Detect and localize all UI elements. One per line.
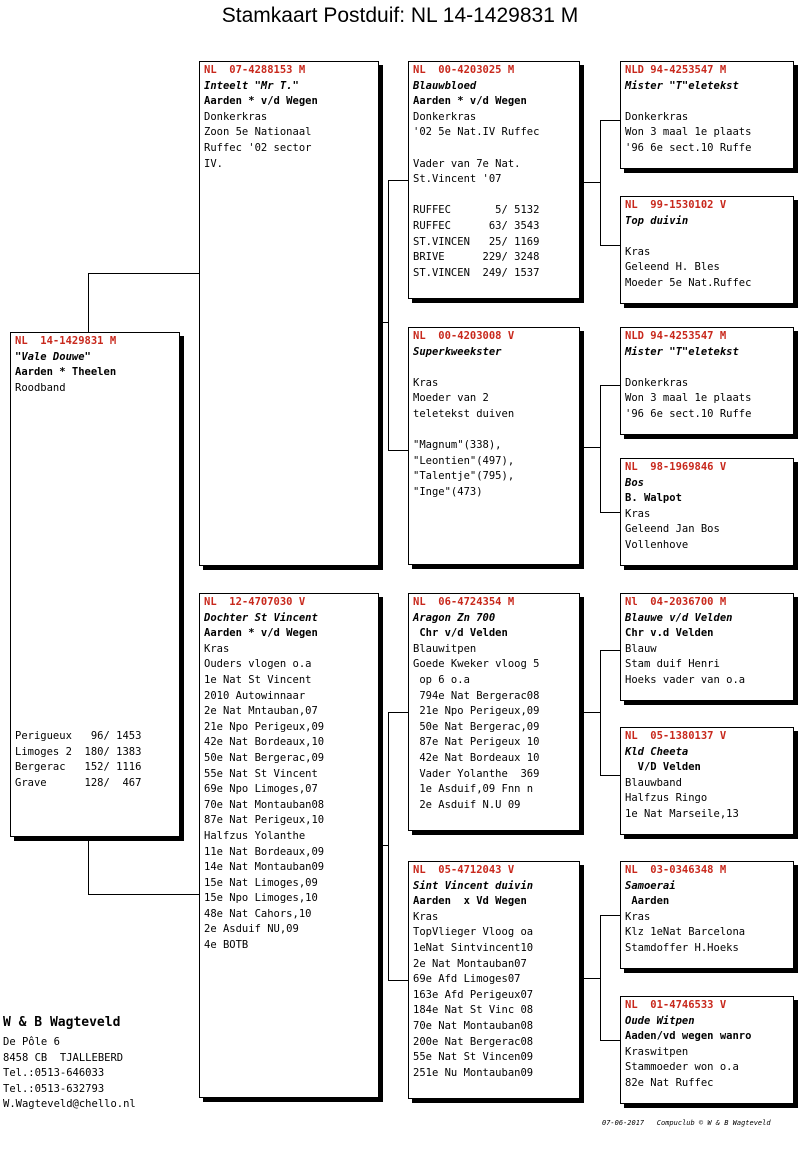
connector	[378, 845, 388, 846]
connector	[600, 512, 620, 513]
connector	[388, 180, 408, 181]
pedigree-line: Chr v/d Velden	[413, 627, 508, 640]
pigeon-name: "Vale Douwe"	[15, 350, 91, 363]
pedigree-line: 200e Nat Bergerac08	[413, 1035, 534, 1048]
pedigree-line: "Inge"(473)	[413, 485, 483, 498]
pedigree-line: 1e Asduif,09 Fnn n	[413, 783, 534, 796]
pedigree-line	[413, 188, 575, 204]
pedigree-line: Klz 1eNat Barcelona	[625, 926, 746, 939]
pedigree-line: 2e Nat Montauban07	[413, 957, 527, 970]
owner-phone: Tel.:0513-646033	[3, 1067, 105, 1080]
pedigree-line	[625, 94, 789, 110]
pedigree-line: Stam duif Henri	[625, 658, 720, 671]
ring-number: Nl 04-2036700 M	[625, 596, 727, 608]
pedigree-line: 55e Nat St Vincen09	[413, 1051, 534, 1064]
pedigree-line: Aarden x Vd Wegen	[413, 895, 527, 908]
pedigree-line: St.Vincent '07	[413, 173, 502, 186]
pedigree-line: 2e Asduif NU,09	[204, 923, 299, 936]
pigeon-card-mm[interactable]	[408, 861, 580, 1099]
pigeon-card-fm[interactable]	[408, 327, 580, 565]
connector	[388, 180, 389, 450]
pedigree-line: Vader van 7e Nat.	[413, 157, 521, 170]
pedigree-line: Aarden * v/d Wegen	[204, 627, 318, 640]
pedigree-line	[413, 423, 575, 439]
pedigree-line: RUFFEC 63/ 3543	[413, 219, 540, 232]
pedigree-line: Kras	[625, 507, 651, 520]
pigeon-name: Inteelt "Mr T."	[204, 79, 299, 92]
pedigree-line: TopVlieger Vloog oa	[413, 926, 534, 939]
pedigree-line: Halfzus Ringo	[625, 792, 708, 805]
pedigree-line: 1eNat Sintvincent10	[413, 941, 534, 954]
pedigree-line: teletekst duiven	[413, 407, 515, 420]
pedigree-line: Kras	[204, 642, 230, 655]
owner-address: De Pôle 6	[3, 1036, 60, 1048]
result-line: Limoges 2 180/ 1383	[15, 745, 142, 758]
pedigree-line	[413, 360, 575, 376]
pigeon-name: Mister "T"eletekst	[625, 345, 739, 358]
pigeon-name: Oude Witpen	[625, 1014, 695, 1027]
pedigree-line: Won 3 maal 1e plaats	[625, 126, 752, 139]
pedigree-line: 69e Afd Limoges07	[413, 973, 521, 986]
pigeon-name: Superkweekster	[413, 345, 502, 358]
connector	[600, 120, 620, 121]
pedigree-line: Donkerkras	[413, 110, 477, 123]
pedigree-line: 251e Nu Montauban09	[413, 1066, 534, 1079]
pedigree-line: Vollenhove	[625, 538, 689, 551]
connector	[88, 273, 200, 274]
pigeon-card-mff[interactable]	[620, 593, 794, 701]
pedigree-line: '02 5e Nat.IV Ruffec	[413, 126, 540, 139]
pigeon-name: Blauwe v/d Velden	[625, 611, 733, 624]
pedigree-line: ST.VINCEN 25/ 1169	[413, 235, 540, 248]
pedigree-line: 15e Npo Limoges,10	[204, 892, 318, 905]
pedigree-line: Kraswitpen	[625, 1045, 689, 1058]
pigeon-card-fff[interactable]	[620, 61, 794, 169]
pedigree-line: Kras	[625, 910, 651, 923]
connector	[600, 385, 601, 512]
connector	[388, 712, 408, 713]
pedigree-line: 4e BOTB	[204, 939, 249, 952]
pedigree-line: 82e Nat Ruffec	[625, 1076, 714, 1089]
pigeon-card-fmf[interactable]	[620, 327, 794, 435]
pigeon-card-mother[interactable]	[199, 593, 379, 1098]
pedigree-line: Hoeks vader van o.a	[625, 673, 746, 686]
pedigree-line: 70e Nat Montauban08	[413, 1019, 534, 1032]
pigeon-name: Sint Vincent duivin	[413, 879, 534, 892]
pedigree-line: Donkerkras	[625, 110, 689, 123]
connector	[580, 447, 600, 448]
pedigree-line: Chr v.d Velden	[625, 627, 714, 640]
ring-number: NL 03-0346348 M	[625, 864, 727, 876]
connector	[88, 273, 89, 333]
pedigree-line: 2e Nat Mntauban,07	[204, 705, 318, 718]
ring-number: NL 99-1530102 V	[625, 199, 727, 211]
pedigree-line: 1e Nat St Vincent	[204, 673, 312, 686]
pedigree-line: 2e Asduif N.U 09	[413, 798, 521, 811]
pedigree-line: Ouders vlogen o.a	[204, 658, 312, 671]
owner-postcode: 8458 CB TJALLEBERD	[3, 1051, 124, 1064]
pedigree-line: 50e Nat Bergerac,09	[204, 751, 325, 764]
pedigree-line: 42e Nat Bordeaux,10	[204, 736, 325, 749]
owner-info	[3, 1014, 136, 1113]
connector	[88, 894, 200, 895]
ring-number: NL 05-1380137 V	[625, 730, 727, 742]
result-line: Bergerac 152/ 1116	[15, 761, 142, 774]
pedigree-line: 2010 Autowinnaar	[204, 689, 306, 702]
pigeon-name: Samoerai	[625, 879, 676, 892]
pedigree-line: Donkerkras	[625, 376, 689, 389]
connector	[600, 385, 620, 386]
pigeon-name: Dochter St Vincent	[204, 611, 318, 624]
connector	[600, 915, 601, 1040]
pigeon-card-mmf[interactable]	[620, 861, 794, 969]
pedigree-line: 70e Nat Montauban08	[204, 798, 325, 811]
pedigree-line: 48e Nat Cahors,10	[204, 907, 312, 920]
pedigree-line: BRIVE 229/ 3248	[413, 251, 540, 264]
ring-number: NL 07-4288153 M	[204, 64, 306, 76]
connector	[600, 1040, 620, 1041]
pedigree-line: "Talentje"(795),	[413, 470, 515, 483]
pedigree-line: 14e Nat Montauban09	[204, 861, 325, 874]
pigeon-card-mfm[interactable]	[620, 727, 794, 835]
pedigree-line: Aarden * v/d Wegen	[413, 95, 527, 108]
connector	[388, 450, 408, 451]
pedigree-line	[625, 360, 789, 376]
pigeon-name: Mister "T"eletekst	[625, 79, 739, 92]
ring-number: NLD 94-4253547 M	[625, 64, 727, 76]
connector	[580, 182, 600, 183]
result-line: Grave 128/ 467	[15, 776, 142, 789]
ring-number: NL 05-4712043 V	[413, 864, 515, 876]
ring-number: NL 12-4707030 V	[204, 596, 306, 608]
pedigree-line: Kras	[413, 910, 439, 923]
pigeon-card-fmm[interactable]	[620, 458, 794, 566]
connector	[600, 650, 601, 775]
pedigree-line: Aarden	[625, 895, 670, 908]
pedigree-line: Stamdoffer H.Hoeks	[625, 941, 739, 954]
pedigree-line: Donkerkras	[204, 110, 268, 123]
pedigree-line: Zoon 5e Nationaal	[204, 126, 312, 139]
connector	[580, 978, 600, 979]
pedigree-line: Stammoeder won o.a	[625, 1061, 739, 1074]
pedigree-line: Blauw	[625, 642, 657, 655]
pedigree-line: 794e Nat Bergerac08	[413, 689, 540, 702]
page-title: Stamkaart Postduif: NL 14-1429831 M	[221, 4, 579, 27]
pedigree-line: 15e Nat Limoges,09	[204, 876, 318, 889]
pigeon-name: Top duivin	[625, 214, 689, 227]
pigeon-card-subject[interactable]	[10, 332, 180, 837]
connector	[600, 245, 620, 246]
connector	[378, 322, 388, 323]
pigeon-name: Blauwbloed	[413, 79, 477, 92]
pedigree-line: Halfzus Yolanthe	[204, 829, 306, 842]
pedigree-line: Ruffec '02 sector	[204, 141, 312, 154]
pedigree-line: "Leontien"(497),	[413, 454, 515, 467]
pedigree-line: Moeder van 2	[413, 392, 489, 405]
pedigree-line: '96 6e sect.10 Ruffe	[625, 141, 752, 154]
pigeon-card-father[interactable]	[199, 61, 379, 566]
pedigree-line: 87e Nat Perigeux 10	[413, 736, 540, 749]
pedigree-line: Kras	[625, 245, 651, 258]
pigeon-card-mf[interactable]	[408, 593, 580, 831]
pedigree-line: 42e Nat Bordeaux 10	[413, 751, 540, 764]
connector	[600, 650, 620, 651]
connector	[600, 775, 620, 776]
result-line: Perigueux 96/ 1453	[15, 730, 142, 742]
pigeon-card-ff[interactable]	[408, 61, 580, 299]
pedigree-line: Aarden * v/d Wegen	[204, 95, 318, 108]
pedigree-line: 11e Nat Bordeaux,09	[204, 845, 325, 858]
pedigree-line: ST.VINCEN 249/ 1537	[413, 266, 540, 279]
pedigree-line: Geleend Jan Bos	[625, 523, 720, 536]
pedigree-line	[625, 229, 789, 245]
pedigree-line: Kras	[413, 376, 439, 389]
connector	[580, 712, 600, 713]
ring-number: NL 00-4203025 M	[413, 64, 515, 76]
pedigree-line: 21e Npo Perigeux,09	[413, 705, 540, 718]
pedigree-line: Won 3 maal 1e plaats	[625, 392, 752, 405]
connector	[388, 712, 389, 980]
owner-phone: Tel.:0513-632793	[3, 1082, 105, 1095]
pedigree-line: 69e Npo Limoges,07	[204, 783, 318, 796]
ring-number: NL 00-4203008 V	[413, 330, 515, 342]
pigeon-name: Aragon Zn 700	[413, 611, 496, 624]
pedigree-line: V/D Velden	[625, 761, 701, 774]
pedigree-line: 50e Nat Bergerac,09	[413, 720, 540, 733]
pedigree-line: RUFFEC 5/ 5132	[413, 204, 540, 217]
connector	[600, 915, 620, 916]
pedigree-line: Roodband	[15, 381, 66, 394]
pedigree-line: B. Walpot	[625, 492, 682, 505]
pigeon-name: Bos	[625, 476, 644, 489]
pedigree-line: Aarden * Theelen	[15, 366, 117, 379]
pigeon-card-ffm[interactable]	[620, 196, 794, 304]
pedigree-line: Blauwitpen	[413, 642, 477, 655]
pedigree-line: Aaden/vd wegen wanro	[625, 1030, 752, 1043]
pedigree-line: 1e Nat Marseile,13	[625, 807, 739, 820]
footer-credit: 07-06-2017 Compuclub © W & B Wagteveld	[602, 1119, 771, 1127]
pigeon-name: Kld Cheeta	[625, 745, 689, 758]
pedigree-line: Goede Kweker vloog 5	[413, 658, 540, 671]
pedigree-line: IV.	[204, 157, 223, 170]
pigeon-card-mmm[interactable]	[620, 996, 794, 1104]
pedigree-line	[413, 141, 575, 157]
owner-name: W & B Wagteveld	[3, 1015, 121, 1030]
pedigree-line: Moeder 5e Nat.Ruffec	[625, 276, 752, 289]
ring-number: NL 98-1969846 V	[625, 461, 727, 473]
pedigree-line: Geleend H. Bles	[625, 261, 720, 274]
pedigree-line: op 6 o.a	[413, 673, 470, 686]
connector	[600, 120, 601, 245]
connector	[88, 836, 89, 894]
pedigree-line: 163e Afd Perigeux07	[413, 988, 534, 1001]
ring-number: NLD 94-4253547 M	[625, 330, 727, 342]
pedigree-line: 55e Nat St Vincent	[204, 767, 318, 780]
pedigree-line: Blauwband	[625, 776, 682, 789]
owner-email: W.Wagteveld@chello.nl	[3, 1098, 136, 1111]
pedigree-line: '96 6e sect.10 Ruffe	[625, 407, 752, 420]
pedigree-line: 184e Nat St Vinc 08	[413, 1004, 534, 1017]
pedigree-line: 21e Npo Perigeux,09	[204, 720, 325, 733]
pedigree-line: 87e Nat Perigeux,10	[204, 814, 325, 827]
ring-number: NL 06-4724354 M	[413, 596, 515, 608]
connector	[388, 980, 408, 981]
pedigree-line: "Magnum"(338),	[413, 439, 502, 452]
pedigree-line: Vader Yolanthe 369	[413, 767, 540, 780]
ring-number: NL 01-4746533 V	[625, 999, 727, 1011]
ring-number: NL 14-1429831 M	[15, 335, 117, 347]
